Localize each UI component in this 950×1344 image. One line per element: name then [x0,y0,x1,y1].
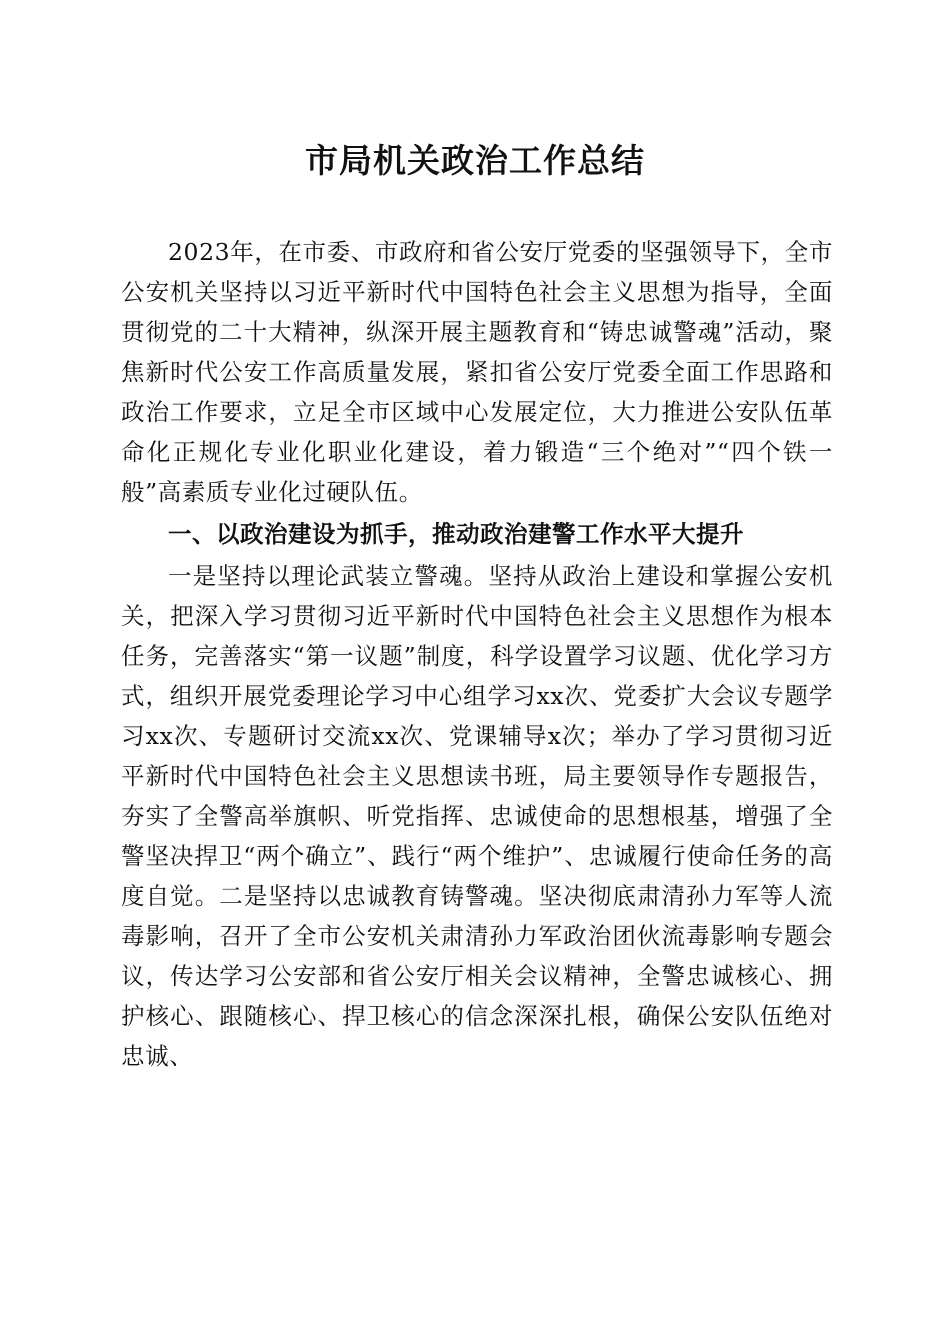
document-title: 市局机关政治工作总结 [305,141,645,180]
section-heading: 一、以政治建设为抓手，推动政治建警工作水平大提升 [168,520,744,548]
intro-paragraph: 2023年，在市委、市政府和省公安厅党委的坚强领导下，全市公安机关坚持以习近平新时代中国特色社会主义思想为指导，全面贯彻党的二十大精神，纵深开展主题教育和“铸忠诚警魂”活动，聚焦新时代公安工作高质量发展，紧扣省公安厅党委全面工作思路和政治工作要求，立足全市区域中心发展定位，大力推进公安队伍革命化正规化专业化职业化建设，着力锻造“三个绝对”“四个铁一般”高素质专业化过硬队伍。 [121,238,833,506]
document-body [121,232,833,1076]
section-paragraph: 一是坚持以理论武装立警魂。坚持从政治上建设和掌握公安机关，把深入学习贯彻习近平新时代中国特色社会主义思想作为根本任务，完善落实“第一议题”制度，科学设置学习议题、优化学习方式，组织开展党委理论学习中心组学习xx次、党委扩大会议专题学习xx次、专题研讨交流xx次、党课辅导x次；举办了学习贯彻习近平新时代中国特色社会主义思想读书班，局主要领导作专题报告，夯实了全警高举旗帜、听党指挥、忠诚使命的思想根基，增强了全警坚决捍卫“两个确立”、践行“两个维护”、忠诚履行使命任务的高度自觉。二是坚持以忠诚教育铸警魂。坚决彻底肃清孙力军等人流毒影响，召开了全市公安机关肃清孙力军政治团伙流毒影响专题会议，传达学习公安部和省公安厅相关会议精神，全警忠诚核心、拥护核心、跟随核心、捍卫核心的信念深深扎根，确保公安队伍绝对忠诚、 [121,562,833,1070]
